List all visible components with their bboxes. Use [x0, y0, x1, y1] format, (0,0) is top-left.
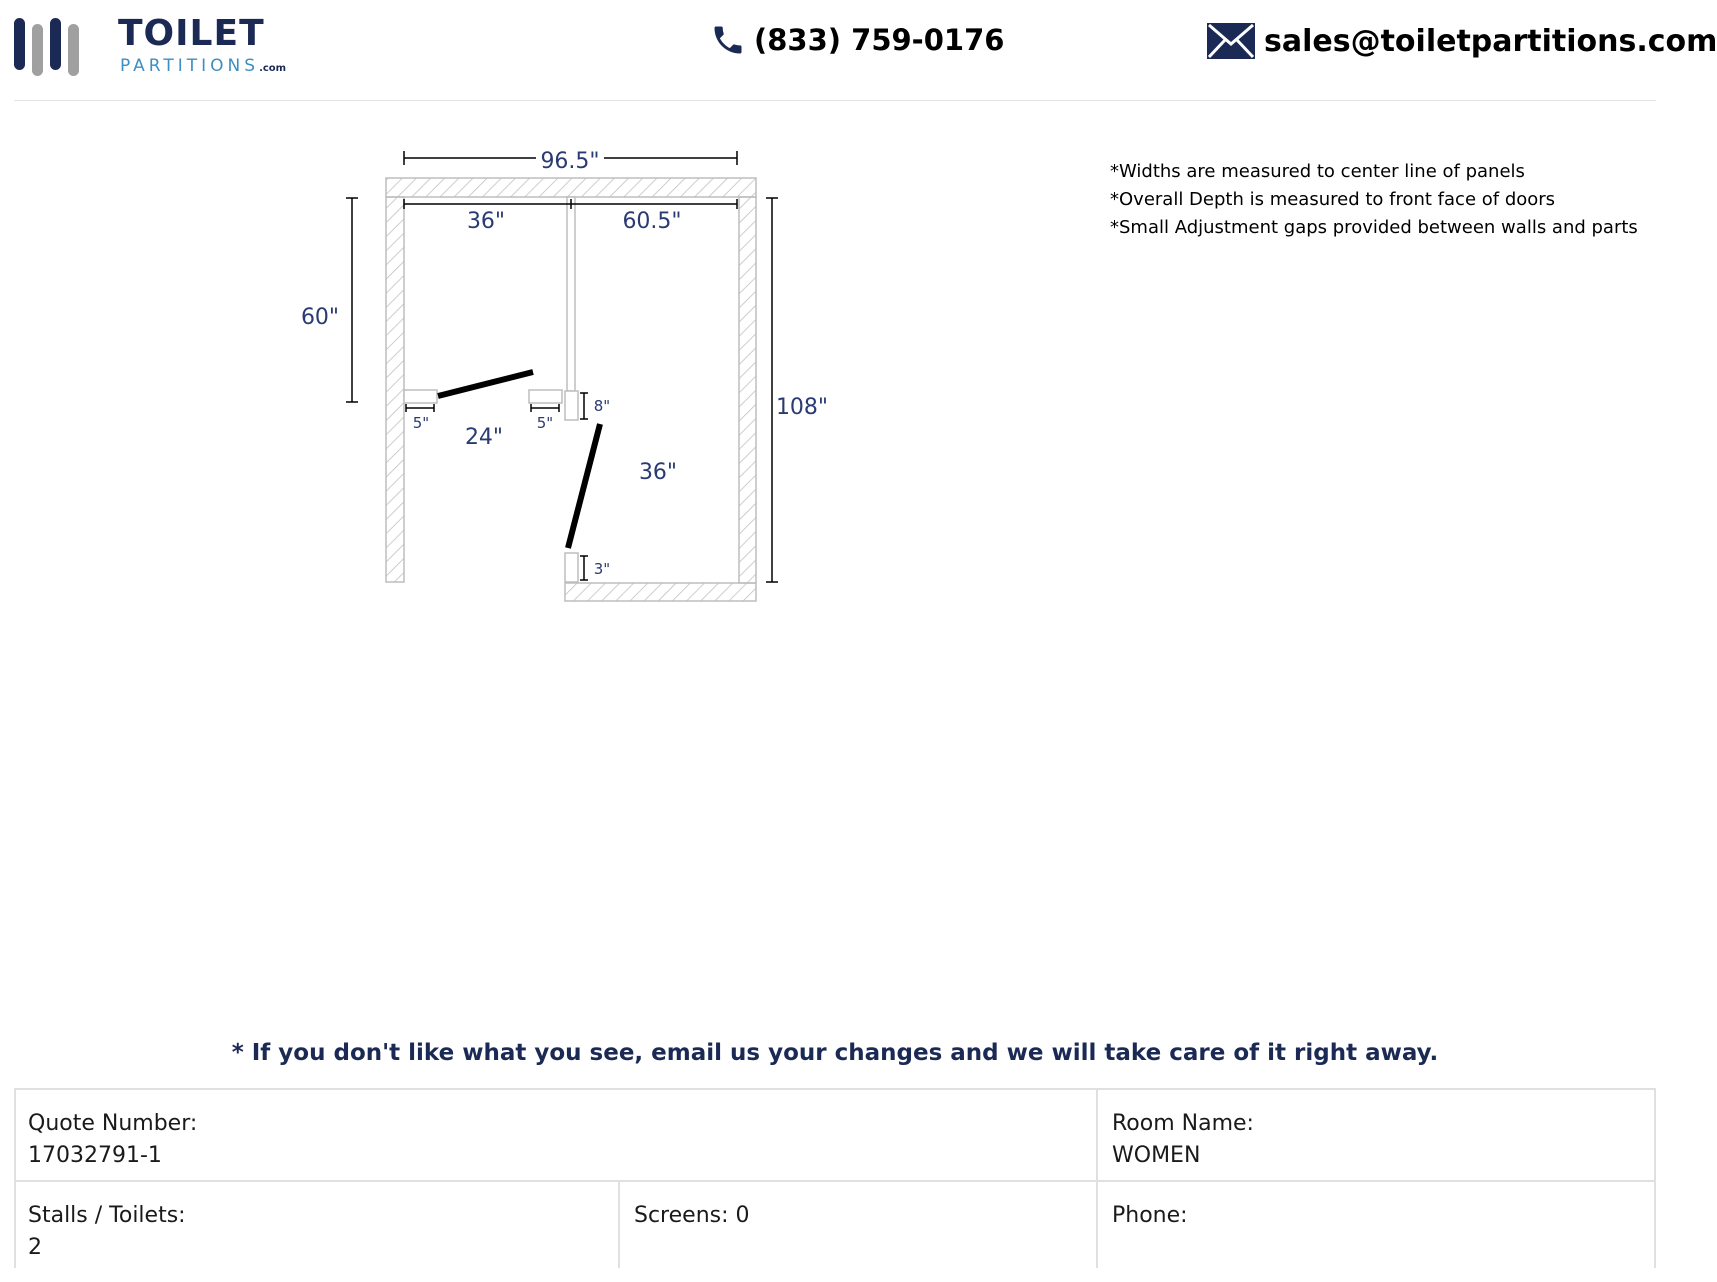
screens-label: Screens: 0 — [634, 1203, 750, 1228]
room-name-label: Room Name: — [1112, 1111, 1254, 1136]
door-width-right-label: 36" — [638, 460, 678, 485]
left-stall-door — [438, 372, 533, 396]
left-pilaster-2 — [529, 390, 562, 403]
logo-dotcom: .com — [259, 63, 287, 74]
phone-number[interactable]: (833) 759-0176 — [754, 23, 1005, 57]
quote-number-cell — [14, 1090, 1094, 1190]
phone-label: Phone: — [1112, 1203, 1188, 1228]
left-wall — [386, 197, 404, 582]
note-gaps: *Small Adjustment gaps provided between walls and parts — [1110, 217, 1638, 238]
stalls-value: 2 — [28, 1235, 42, 1260]
right-wall — [739, 197, 756, 583]
stalls-cell — [14, 1182, 616, 1282]
pilaster-left-label: 5" — [412, 414, 430, 432]
back-wall — [386, 178, 756, 197]
overall-width-label: 96.5" — [540, 149, 600, 174]
pilaster-right-label: 5" — [536, 414, 554, 432]
logo-wordmark: TOILET — [118, 13, 265, 54]
email-contact[interactable] — [1206, 22, 1717, 60]
front-pilaster-small — [565, 553, 578, 582]
floor-plan-diagram — [0, 0, 900, 620]
note-depth: *Overall Depth is measured to front face of doors — [1110, 189, 1556, 210]
overall-depth-label: 108" — [775, 395, 829, 420]
room-name-value: WOMEN — [1112, 1143, 1201, 1168]
front-wall — [565, 583, 756, 601]
divider-pilaster — [565, 391, 578, 420]
email-address[interactable]: sales@toiletpartitions.com — [1264, 23, 1717, 59]
quote-number-label: Quote Number: — [28, 1111, 198, 1136]
room-name-cell — [1098, 1090, 1654, 1190]
pilaster-small-label: 3" — [593, 560, 611, 578]
stall-width-left-label: 36" — [466, 209, 506, 234]
envelope-icon — [1206, 22, 1256, 60]
left-pilaster-1 — [404, 390, 437, 403]
stall-width-right-label: 60.5" — [622, 209, 682, 234]
screens-cell — [620, 1182, 1094, 1250]
divider-panel — [567, 197, 575, 391]
change-disclaimer: * If you don't like what you see, email us your changes and we will take care of it right away. — [231, 1040, 1439, 1066]
note-widths: *Widths are measured to center line of panels — [1110, 161, 1525, 182]
stall-depth-label: 60" — [300, 305, 340, 330]
right-stall-door — [568, 424, 600, 548]
phone-cell — [1098, 1182, 1654, 1250]
quote-info-table — [14, 1088, 1656, 1268]
logo-subtitle-text: PARTITIONS — [120, 56, 260, 76]
stalls-label: Stalls / Toilets: — [28, 1203, 186, 1228]
quote-number-value: 17032791-1 — [28, 1143, 162, 1168]
measurement-notes — [1110, 158, 1638, 242]
door-width-left-label: 24" — [464, 425, 504, 450]
pilaster-depth-label: 8" — [593, 397, 611, 415]
